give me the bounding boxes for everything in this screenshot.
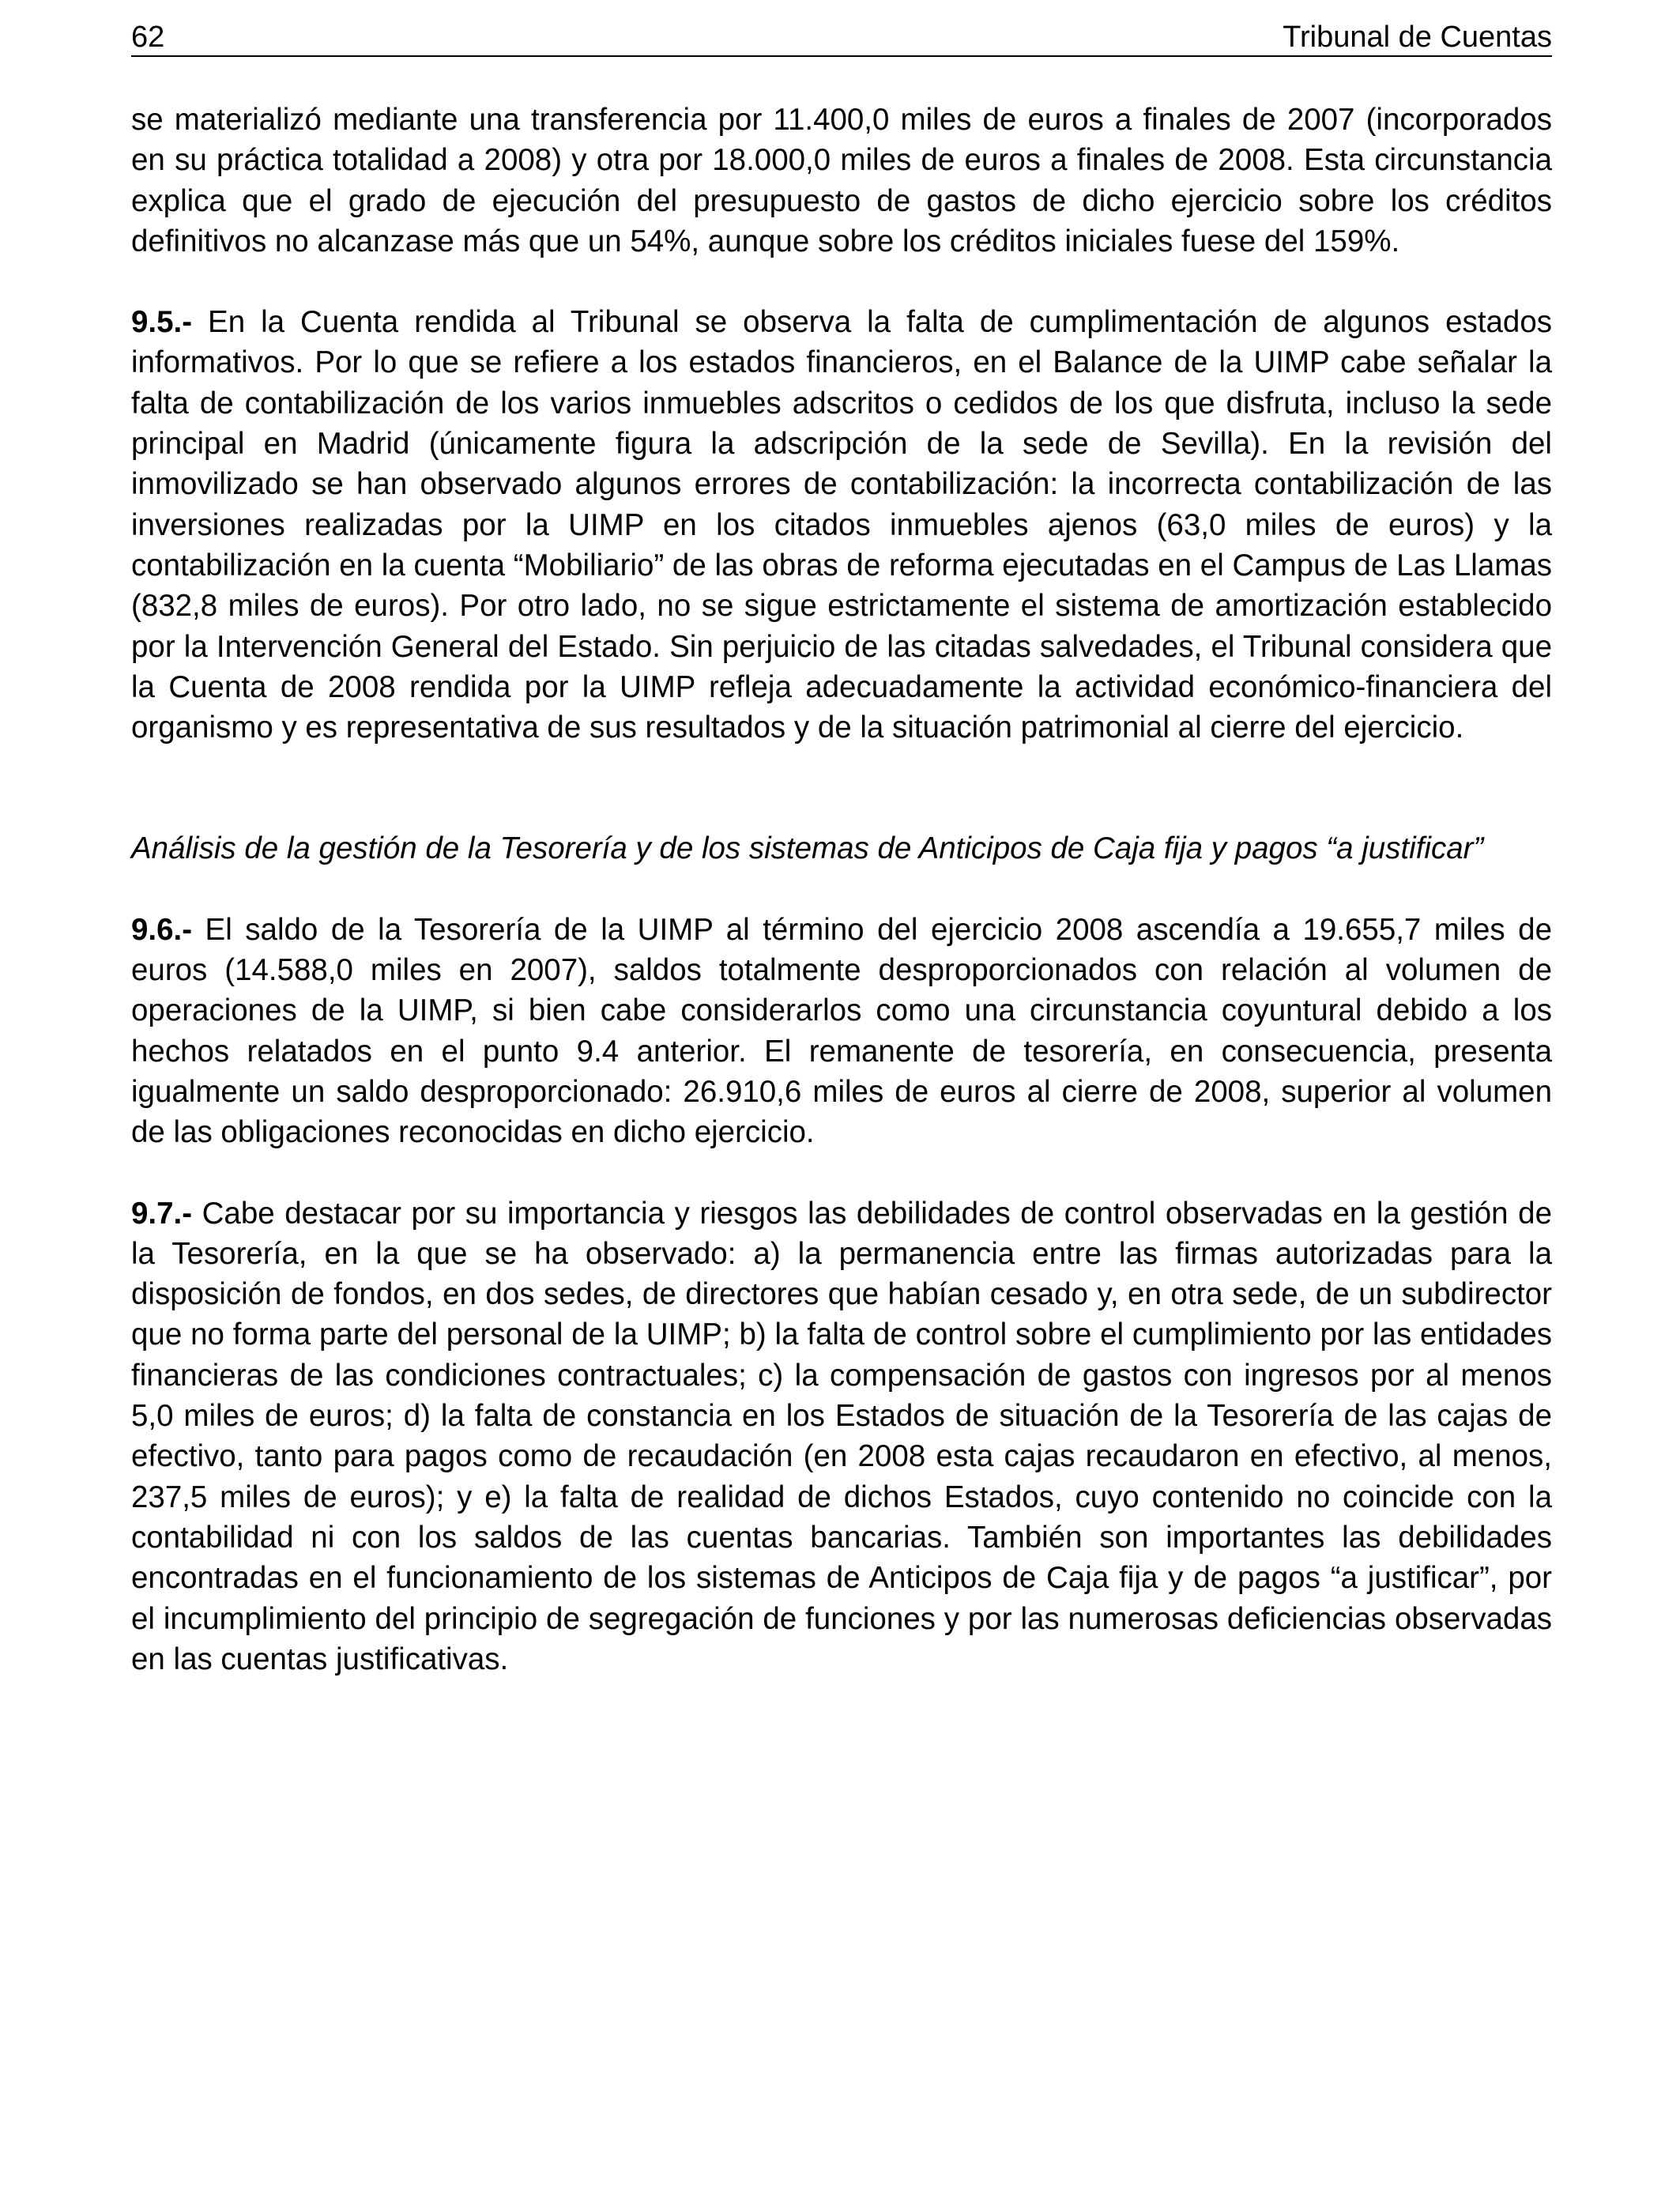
section-spacer xyxy=(131,748,1552,828)
paragraph-intro: se materializó mediante una transferencia por 11.400,0 miles de euros a finales de 2007 (incorporados en su práctica totalidad a 2008) y otra por 18.000,0 miles de euros a finales de 2008. Esta circunstancia explica que el grado de ejecución del presupuesto de gastos de dicho ejercicio sobre los créditos definitivos no alcanzase más que un 54%, aunque sobre los créditos iniciales fuese del 159%. xyxy=(131,103,1552,258)
paragraph-number: 9.6.- xyxy=(131,912,193,947)
section-heading: Análisis de la gestión de la Tesorería y de los sistemas de Anticipos de Caja fija y pagos “a justificar” xyxy=(131,831,1484,866)
paragraph-text: Cabe destacar por su importancia y riesgos las debilidades de control observadas en la gestión de la Tesorería, en la que se ha observado: a) la permanencia entre las firmas autorizadas para la disposición de fondos, en dos sedes, de directores que habían cesado y, en otra sede, de un subdirector que no forma parte del personal de la UIMP; b) la falta de control sobre el cumplimiento por las entidades financieras de las condiciones contractuales; c) la compensación de gastos con ingresos por al menos 5,0 miles de euros; d) la falta de constancia en los Estados de situación de la Tesorería de las cajas de efectivo, tanto para pagos como de recaudación (en 2008 esta cajas recaudaron en efectivo, al menos, 237,5 miles de euros); y e) la falta de realidad de dichos Estados, cuyo contenido no coincide con la contabilidad ni con los saldos de las cuentas bancarias. También son importantes las debilidades encontradas en el funcionamiento de los sistemas de Anticipos de Caja fija y de pagos “a justificar”, por el incumplimiento del principio de segregación de funciones y por las numerosas deficiencias observadas en las cuentas justificativas. xyxy=(131,1196,1552,1676)
paragraph-9-7 xyxy=(131,1193,1552,1680)
paragraph-9-6 xyxy=(131,910,1552,1153)
paragraph-number: 9.7.- xyxy=(131,1196,193,1231)
document-page xyxy=(131,0,1552,2194)
paragraph-spacer xyxy=(131,262,1552,302)
paragraph-number: 9.5.- xyxy=(131,305,193,340)
paragraph-spacer xyxy=(131,1153,1552,1193)
paragraph-spacer xyxy=(131,869,1552,910)
document-body xyxy=(131,100,1552,1679)
page-header xyxy=(131,17,1552,57)
paragraph-text: El saldo de la Tesorería de la UIMP al término del ejercicio 2008 ascendía a 19.655,7 miles de euros (14.588,0 miles en 2007), saldos totalmente desproporcionados con relación al volumen de operaciones de la UIMP, si bien cabe considerarlos como una circunstancia coyuntural debido a los hechos relatados en el punto 9.4 anterior. El remanente de tesorería, en consecuencia, presenta igualmente un saldo desproporcionado: 26.910,6 miles de euros al cierre de 2008, superior al volumen de las obligaciones reconocidas en dicho ejercicio. xyxy=(131,912,1552,1150)
page-number: 62 xyxy=(131,21,165,54)
running-title: Tribunal de Cuentas xyxy=(1283,21,1552,54)
paragraph-9-5 xyxy=(131,302,1552,748)
paragraph-text: En la Cuenta rendida al Tribunal se observa la falta de cumplimentación de algunos estados informativos. Por lo que se refiere a los estados financieros, en el Balance de la UIMP cabe señalar la falta de contabilización de los varios inmuebles adscritos o cedidos de los que disfruta, incluso la sede principal en Madrid (únicamente figura la adscripción de la sede de Sevilla). En la revisión del inmovilizado se han observado algunos errores de contabilización: la incorrecta contabilización de las inversiones realizadas por la UIMP en los citados inmuebles ajenos (63,0 miles de euros) y la contabilización en la cuenta “Mobiliario” de las obras de reforma ejecutadas en el Campus de Las Llamas (832,8 miles de euros). Por otro lado, no se sigue estrictamente el sistema de amortización establecido por la Intervención General del Estado. Sin perjuicio de las citadas salvedades, el Tribunal considera que la Cuenta de 2008 rendida por la UIMP refleja adecuadamente la actividad económico-financiera del organismo y es representativa de sus resultados y de la situación patrimonial al cierre del ejercicio. xyxy=(131,305,1552,745)
